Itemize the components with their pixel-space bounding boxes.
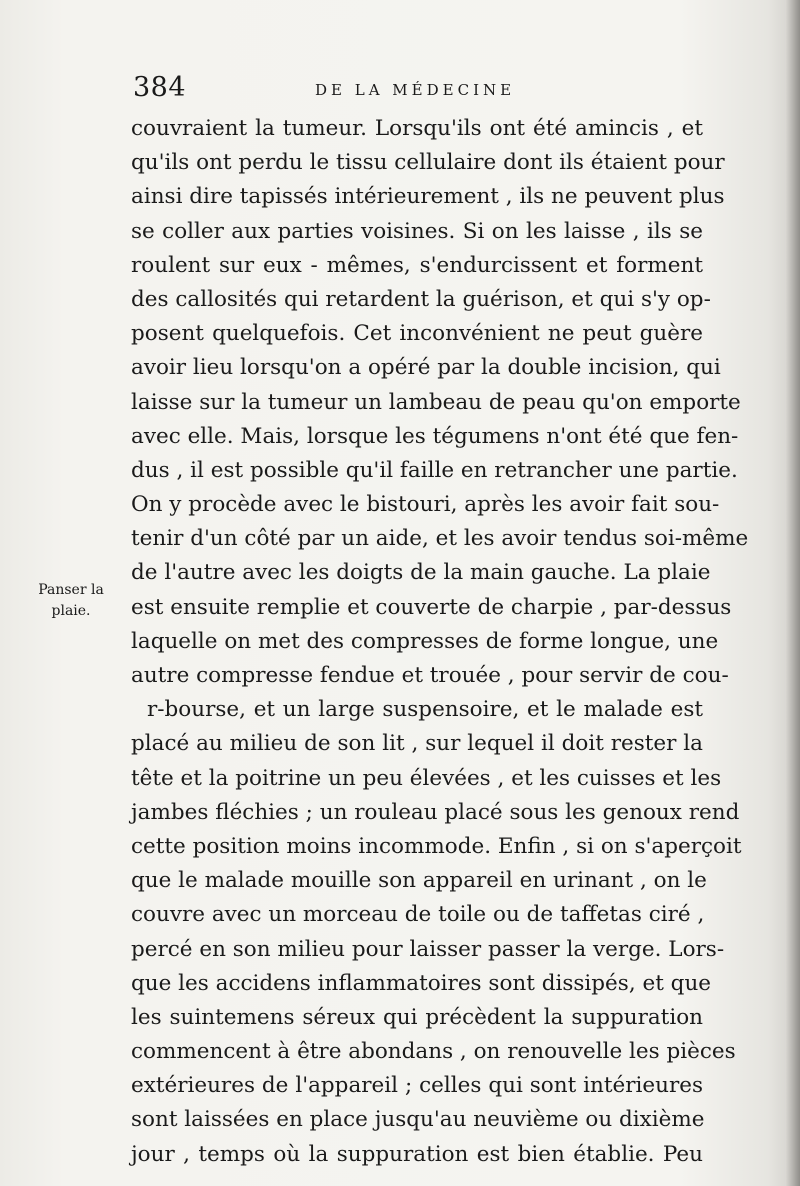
text-line: jambes fléchies ; un rouleau placé sous les genoux rend (131, 799, 740, 825)
text-line: des callosités qui retardent la guérison, et qui s'y op- (131, 286, 711, 312)
text-line: tête et la poitrine un peu élevées , et les cuisses et les (131, 765, 722, 791)
text-line: avec elle. Mais, lorsque les tégumens n'ont été que fen- (131, 423, 739, 449)
text-line: sont laissées en place jusqu'au neuvième ou dixième (131, 1107, 705, 1133)
text-line: posent quelquefois. Cet inconvénient ne peut guère (131, 321, 703, 347)
text-line: cette position moins incommode. Enfin , si on s'aperçoit (131, 833, 742, 859)
page-number: 384 (133, 72, 187, 103)
text-line: placé au milieu de son lit , sur lequel il doit rester la (131, 731, 703, 757)
text-line: commencent à être abondans , on renouvelle les pièces (131, 1039, 736, 1065)
text-line: On y procède avec le bistouri, après les avoir fait sou- (131, 492, 720, 518)
text-line: ainsi dire tapissés intérieurement , ils ne peuvent plus (131, 184, 725, 210)
body-text (131, 112, 749, 1172)
text-line: tenir d'un côté par un aide, et les avoir tendus soi-même (131, 526, 749, 552)
text-line: r-bourse, et un large suspensoire, et le malade est (147, 697, 703, 723)
text-line: couvre avec un morceau de toile ou de taffetas ciré , (131, 902, 705, 928)
text-line: laisse sur la tumeur un lambeau de peau qu'on emporte (131, 389, 741, 415)
text-line: que les accidens inflammatoires sont dissipés, et que (131, 970, 712, 996)
text-line: est ensuite remplie et couverte de charpie , par-dessus (131, 594, 732, 620)
text-line: les suintemens séreux qui précèdent la suppuration (131, 1004, 703, 1030)
text-line: couvraient la tumeur. Lorsqu'ils ont été amincis , et (131, 116, 703, 141)
text-line: dus , il est possible qu'il faille en retrancher une partie. (131, 457, 738, 483)
text-line: extérieures de l'appareil ; celles qui sont intérieures (131, 1073, 703, 1099)
page-edge (786, 0, 800, 1186)
text-line: qu'ils ont perdu le tissu cellulaire dont ils étaient pour (131, 150, 725, 176)
text-line: jour , temps où la suppuration est bien établie. Peu (131, 1141, 703, 1167)
margin-note (30, 580, 112, 622)
text-line: roulent sur eux - mêmes, s'endurcissent et forment (131, 252, 703, 278)
running-title: DE LA MÉDECINE (315, 81, 516, 99)
text-line: que le malade mouille son appareil en urinant , on le (131, 868, 707, 894)
text-line: de l'autre avec les doigts de la main gauche. La plaie (131, 560, 711, 586)
text-line: laquelle on met des compresses de forme longue, une (131, 628, 719, 654)
margin-note-line: Panser la (38, 582, 104, 598)
text-line: percé en son milieu pour laisser passer la verge. Lors- (131, 936, 725, 962)
text-line: se coller aux parties voisines. Si on les laisse , ils se (131, 218, 703, 244)
page-header (133, 72, 713, 112)
text-line: avoir lieu lorsqu'on a opéré par la double incision, qui (131, 355, 721, 381)
text-line: autre compresse fendue et trouée , pour servir de cou- (131, 663, 729, 688)
margin-note-line: plaie. (51, 603, 91, 619)
